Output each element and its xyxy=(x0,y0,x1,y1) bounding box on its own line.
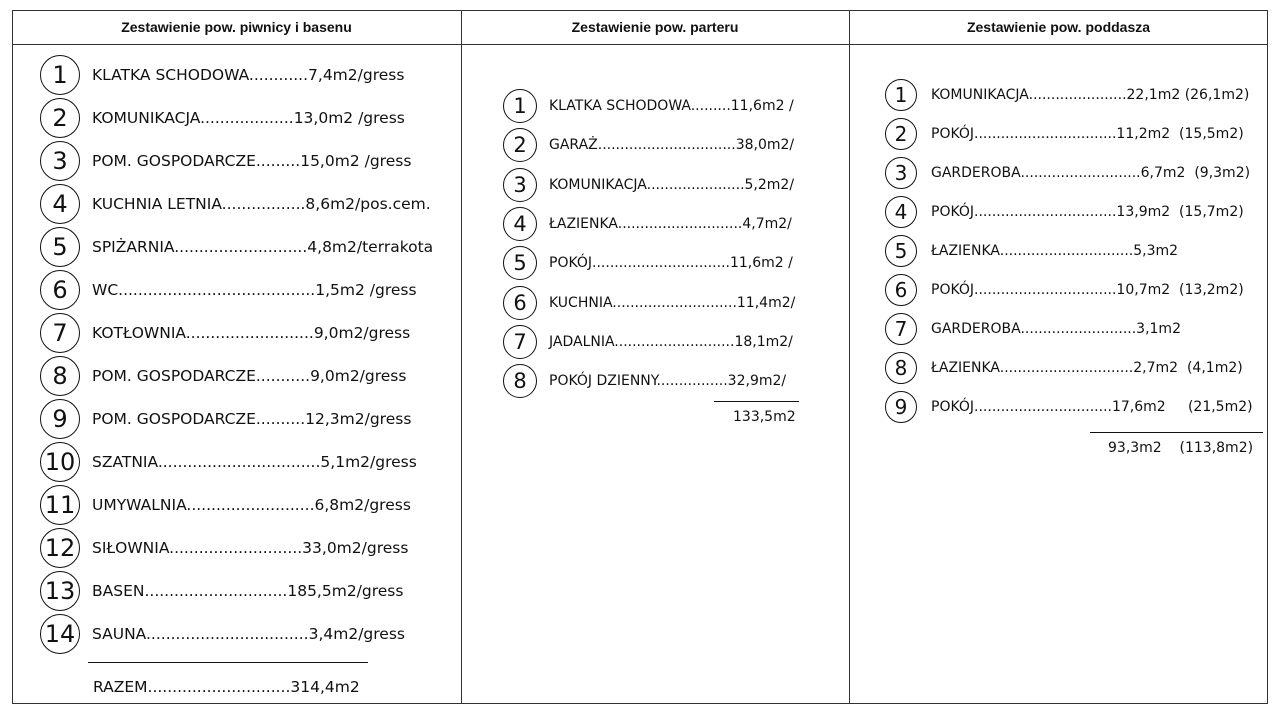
ground-total-line xyxy=(714,401,799,402)
room-number-circle: 7 xyxy=(885,313,917,345)
ground-total: 133,5m2 xyxy=(733,409,796,425)
room-number-circle: 5 xyxy=(503,246,537,280)
room-number-circle: 8 xyxy=(40,356,80,396)
room-number-circle: 2 xyxy=(885,118,917,150)
room-entry-text: SZATNIA.................................5,1m2/gress xyxy=(92,453,417,471)
list-item xyxy=(885,313,1181,345)
room-number-circle: 12 xyxy=(40,528,80,568)
list-item xyxy=(40,270,417,310)
list-item xyxy=(40,55,404,95)
list-item xyxy=(40,141,411,181)
room-entry-text: GARDEROBA...........................6,7m2 (9,3m2) xyxy=(931,165,1251,181)
room-entry-text: ŁAZIENKA..............................2,7m2 (4,1m2) xyxy=(931,360,1243,376)
room-number-circle: 2 xyxy=(40,98,80,138)
room-entry-text: SAUNA.................................3,4m2/gress xyxy=(92,625,405,643)
list-item xyxy=(40,98,405,138)
room-entry-text: POKÓJ DZIENNY................32,9m2/ xyxy=(549,373,787,390)
list-item xyxy=(885,118,1244,150)
room-number-circle: 8 xyxy=(885,352,917,384)
list-item xyxy=(503,207,792,241)
room-entry-text: WC........................................1,5m2 /gress xyxy=(92,281,417,299)
room-entry-text: KLATKA SCHODOWA.........11,6m2 / xyxy=(549,98,794,114)
room-entry-text: POKÓJ................................11,2m2 (15,5m2) xyxy=(931,126,1244,142)
room-number-circle: 3 xyxy=(503,168,537,202)
room-number-circle: 4 xyxy=(503,207,537,241)
room-number-circle: 13 xyxy=(40,571,80,611)
room-entry-text: POKÓJ...............................17,6m2 (21,5m2) xyxy=(931,399,1253,415)
room-entry-text: POM. GOSPODARCZE...........9,0m2/gress xyxy=(92,367,407,385)
list-item xyxy=(885,157,1250,189)
room-entry-text: POKÓJ................................13,9m2 (15,7m2) xyxy=(931,204,1244,220)
room-entry-text: SIŁOWNIA...........................33,0m2/gress xyxy=(92,539,409,557)
list-item xyxy=(40,313,410,353)
list-item xyxy=(503,364,786,398)
room-entry-text: BASEN.............................185,5m2/gress xyxy=(92,582,404,600)
room-number-circle: 6 xyxy=(40,270,80,310)
list-item xyxy=(40,571,403,611)
room-number-circle: 7 xyxy=(503,325,537,359)
list-item xyxy=(503,286,795,320)
room-number-circle: 8 xyxy=(503,364,537,398)
room-number-circle: 11 xyxy=(40,485,80,525)
room-number-circle: 7 xyxy=(40,313,80,353)
ground-floor-header: Zestawienie pow. parteru xyxy=(571,19,739,35)
column-divider xyxy=(461,10,462,704)
room-entry-text: KOMUNIKACJA...................13,0m2 /gress xyxy=(92,109,405,127)
list-item xyxy=(885,235,1178,267)
room-number-circle: 1 xyxy=(40,55,80,95)
room-number-circle: 3 xyxy=(40,141,80,181)
room-number-circle: 4 xyxy=(40,184,80,224)
room-entry-text: POKÓJ................................10,7m2 (13,2m2) xyxy=(931,282,1244,298)
room-entry-text: ŁAZIENKA............................4,7m2/ xyxy=(549,215,792,232)
list-item xyxy=(40,227,433,267)
basement-total-line xyxy=(88,662,368,663)
list-item xyxy=(885,196,1244,228)
room-number-circle: 5 xyxy=(885,235,917,267)
room-entry-text: POM. GOSPODARCZE..........12,3m2/gress xyxy=(92,410,412,428)
room-number-circle: 5 xyxy=(40,227,80,267)
room-number-circle: 1 xyxy=(503,89,537,123)
room-number-circle: 6 xyxy=(885,274,917,306)
room-entry-text: JADALNIA...........................18,1m2/ xyxy=(549,333,793,350)
room-entry-text: KUCHNIA............................11,4m2/ xyxy=(549,294,796,311)
list-item xyxy=(40,528,408,568)
column-divider xyxy=(849,10,850,704)
list-item xyxy=(503,89,794,123)
room-entry-text: KOMUNIKACJA......................5,2m2/ xyxy=(549,176,795,193)
header-divider xyxy=(12,44,1268,45)
room-entry-text: UMYWALNIA..........................6,8m2/gress xyxy=(92,496,411,514)
basement-header: Zestawienie pow. piwnicy i basenu xyxy=(121,19,352,35)
room-number-circle: 9 xyxy=(40,399,80,439)
room-entry-text: GARDEROBA..........................3,1m2 xyxy=(931,321,1181,337)
room-entry-text: KLATKA SCHODOWA............7,4m2/gress xyxy=(92,66,405,84)
room-number-circle: 4 xyxy=(885,196,917,228)
room-number-circle: 3 xyxy=(885,157,917,189)
room-entry-text: POKÓJ...............................11,6m2 / xyxy=(549,255,793,272)
list-item xyxy=(40,442,417,482)
list-item xyxy=(40,356,406,396)
list-item xyxy=(885,391,1253,423)
list-item xyxy=(40,614,405,654)
room-number-circle: 14 xyxy=(40,614,80,654)
attic-total: 93,3m2 (113,8m2) xyxy=(1108,440,1254,456)
room-entry-text: SPIŻARNIA...........................4,8m2/terrakota xyxy=(92,238,434,256)
room-number-circle: 6 xyxy=(503,286,537,320)
list-item xyxy=(503,128,794,162)
list-item xyxy=(503,325,793,359)
list-item xyxy=(503,246,793,280)
basement-total: RAZEM.............................314,4m2 xyxy=(93,678,360,696)
attic-total-line xyxy=(1090,432,1263,433)
list-item xyxy=(40,184,431,224)
room-entry-text: KOMUNIKACJA......................22,1m2 (26,1m2) xyxy=(931,87,1250,103)
room-entry-text: KOTŁOWNIA..........................9,0m2/gress xyxy=(92,324,411,342)
list-item xyxy=(885,352,1243,384)
room-number-circle: 1 xyxy=(885,79,917,111)
room-entry-text: POM. GOSPODARCZE.........15,0m2 /gress xyxy=(92,152,412,170)
list-item xyxy=(885,274,1244,306)
list-item xyxy=(40,399,411,439)
room-number-circle: 10 xyxy=(40,442,80,482)
room-number-circle: 9 xyxy=(885,391,917,423)
attic-header: Zestawienie pow. poddasza xyxy=(966,19,1151,35)
list-item xyxy=(885,79,1249,111)
list-item xyxy=(503,168,794,202)
room-entry-text: ŁAZIENKA..............................5,3m2 xyxy=(931,243,1179,259)
room-number-circle: 2 xyxy=(503,128,537,162)
list-item xyxy=(40,485,411,525)
room-entry-text: GARAŻ...............................38,0m2/ xyxy=(549,137,795,154)
room-entry-text: KUCHNIA LETNIA.................8,6m2/pos.cem. xyxy=(92,195,431,213)
